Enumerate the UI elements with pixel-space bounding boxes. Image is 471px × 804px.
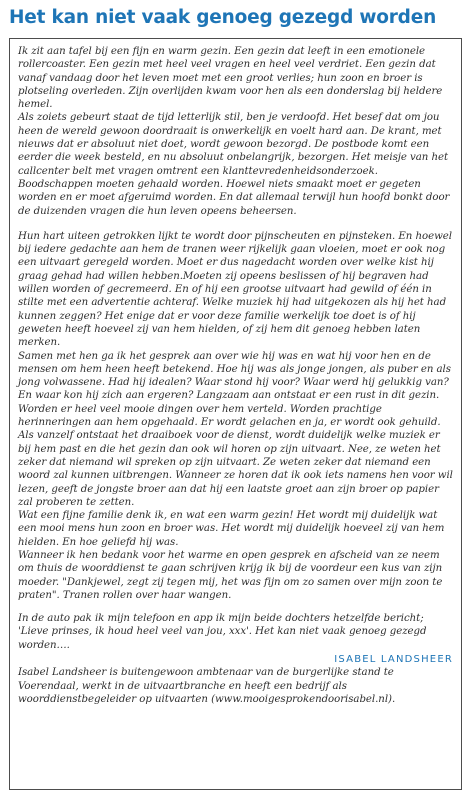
author-bio: Isabel Landsheer is buitengewoon ambtenaar van de burgerlijke stand te Voerendaal, werkt in de uitvaartbranche en heeft een bedrijf als woorddienstbegeleider op uitvaarten (www.mooigesprokendoorisabel.nl). [18,667,396,705]
article-paragraph: Ik zit aan tafel bij een fijn en warm gezin. Een gezin dat leeft in een emotionele rollercoaster. Een gezin met heel veel vragen en heel veel verdriet. Een gezin dat vanaf vandaag door het leven moet met een groot verlies; hun zoon en broer is plotseling overleden. Zijn overlijden kwam voor hen als een donderslag bij heldere hemel. [18,46,443,111]
article-paragraph: Hun hart uiteen getrokken lijkt te wordt door pijnscheuten en pijnsteken. En hoewel bij iedere gedachte aan hem de tranen weer rijkelijk gaan vloeien, moet er ook nog een uitvaart geregeld worden. Moet er dus nagedacht worden over welke kist hij graag gehad had willen hebben.Moeten zij opeens beslissen of hij begraven had willen worden of gecremeerd. En of hij een grootse uitvaart had gewild of één in stilte met een advertentie achteraf. Welke muziek hij had uitgekozen als hij het had kunnen zeggen? Het enige dat er voor deze familie werkelijk toe doet is of hij geweten heeft hoeveel zij van hem hielden, of zij hem dit genoeg hebben laten merken. [18,230,452,349]
article-paragraph: Wanneer ik hen bedank voor het warme en open gesprek en afscheid van ze neem om thuis de woorddienst te gaan schrijven krijg ik bij de voordeur een kus van zijn moeder. "Dankjewel, zegt zij tegen mij, het was fijn om zo samen over mijn zoon te praten". Tranen rollen over haar wangen. [18,549,443,601]
article-paragraph: Wat een fijne familie denk ik, en wat een warm gezin! Het wordt mij duidelijk wat een mooi mens hun zoon en broer was. Het wordt mij duidelijk hoeveel zij van hem hielden. En hoe geliefd hij was. [18,510,445,548]
article-frame [9,38,462,790]
article-title: Het kan niet vaak genoeg gezegd worden [9,7,437,28]
article-paragraph: Als zoiets gebeurt staat de tijd letterlijk stil, ben je verdoofd. Het besef dat om jou heen de wereld gewoon doordraait is onwerkelijk en voelt hard aan. De krant, met nieuws dat er absoluut niet doet, wordt gewoon bezorgd. De postbode komt een eerder die week besteld, en nu absoluut onbelangrijk, bezorgen. Het meisje van het callcenter belt met vragen omtrent een klanttevredenheidsonderzoek. Boodschappen moeten gehaald worden. Hoewel niets smaakt moet er gegeten worden en er moet afgeruimd worden. En dat allemaal terwijl hun hoofd bonkt door de duizenden vragen die hun leven opeens beheersen. [18,112,450,217]
article-paragraph: Als vanzelf ontstaat het draaiboek voor de dienst, wordt duidelijk welke muziek er bij hem past en die het gezin dan ook wil horen op zijn uitvaart. Nee, ze weten het zeker dat niemand wil spreken op zijn uitvaart. Ze weten zeker dat niemand een woord zal kunnen uitbrengen. Wanneer ze horen dat ik ook iets namens hen voor wil lezen, geeft de jongste broer aan dat hij een laatste groet aan zijn broer op papier zal proberen te zetten. [18,430,453,508]
article-paragraph: Samen met hen ga ik het gesprek aan over wie hij was en wat hij voor hen en de mensen om hem heen heeft betekend. Hoe hij was als jonge jongen, als puber en als jong volwassene. Had hij idealen? Waar stond hij voor? Waar werd hij gelukkig van? En waar kon hij zich aan ergeren? Langzaam aan ontstaat er een rust in dit gezin. Worden er heel veel mooie dingen over hem verteld. Worden prachtige herinneringen aan hem opgehaald. Er wordt gelachen en ja, er wordt ook gehuild. [18,350,451,429]
article-paragraph: In de auto pak ik mijn telefoon en app ik mijn beide dochters hetzelfde bericht; 'Lieve prinses, ik houd heel veel van jou, xxx'. Het kan niet vaak genoeg gezegd worden…. [18,613,427,651]
article-body [18,45,455,706]
author-byline: ISABEL LANDSHEER [334,654,453,666]
